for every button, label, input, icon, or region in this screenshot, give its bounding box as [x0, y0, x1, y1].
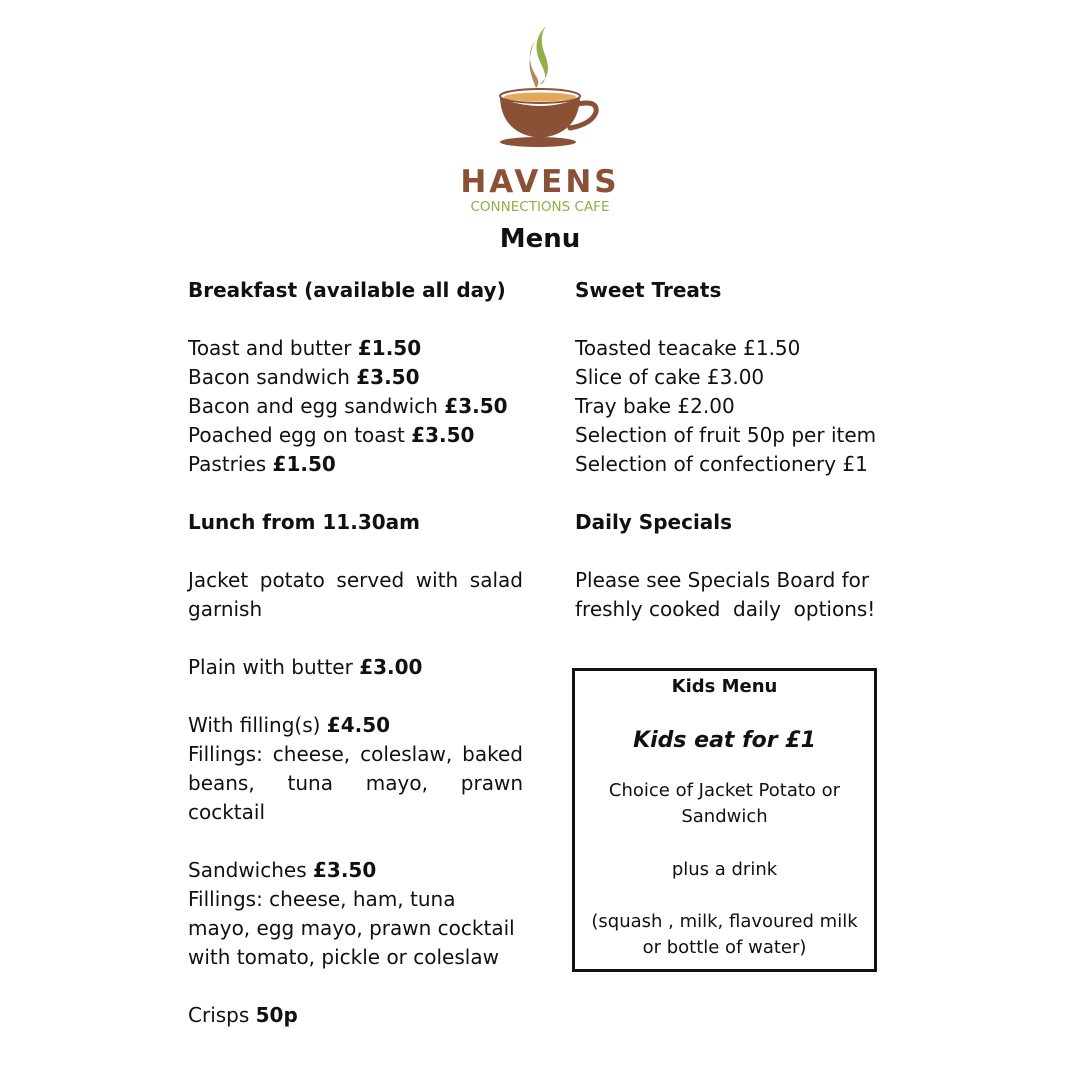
kids-menu-drink-options: (squash , milk, flavoured milk or bottle of water) — [591, 911, 858, 958]
kids-menu-title: Kids Menu — [671, 676, 778, 697]
coffee-cup-icon — [440, 22, 640, 162]
kids-menu-box — [572, 668, 877, 972]
menu-item: Bacon and egg sandwich £3.50 — [188, 394, 508, 418]
menu-item: Selection of fruit 50p per item — [575, 423, 877, 447]
menu-item: Pastries £1.50 — [188, 452, 336, 476]
breakfast-heading: Breakfast (available all day) — [188, 278, 506, 302]
menu-item: With filling(s) £4.50 — [188, 713, 391, 737]
brand-name: HAVENS — [460, 164, 620, 200]
jacket-fillings: Fillings: cheese, coleslaw, baked beans, tuna mayo, prawn cocktail — [188, 742, 523, 824]
right-column — [575, 276, 895, 624]
left-column — [188, 276, 523, 1030]
menu-item: Selection of confectionery £1 — [575, 452, 868, 476]
kids-menu-tagline: Kids eat for £1 — [633, 728, 816, 753]
menu-item: Plain with butter £3.00 — [188, 655, 423, 679]
sandwich-fillings: Fillings: cheese, ham, tuna mayo, egg mayo, prawn cocktail — [188, 887, 515, 940]
menu-item: Sandwiches £3.50 — [188, 858, 377, 882]
brand-subtitle: CONNECTIONS CAFE — [470, 199, 610, 215]
sweet-treats-heading: Sweet Treats — [575, 278, 722, 302]
menu-item: Tray bake £2.00 — [575, 394, 735, 418]
menu-item: Bacon sandwich £3.50 — [188, 365, 420, 389]
menu-item: Crisps 50p — [188, 1003, 298, 1027]
menu-item: Toasted teacake £1.50 — [575, 336, 801, 360]
daily-specials-text: Please see Specials Board for — [575, 568, 870, 592]
lunch-heading: Lunch from 11.30am — [188, 510, 420, 534]
jacket-potato-intro: Jacket potato served with salad garnish — [188, 568, 523, 621]
daily-specials-text: freshly cooked daily options! — [575, 597, 876, 621]
kids-menu-choice: Choice of Jacket Potato or Sandwich — [608, 780, 841, 827]
menu-item: Poached egg on toast £3.50 — [188, 423, 475, 447]
daily-specials-heading: Daily Specials — [575, 510, 733, 534]
menu-item: Slice of cake £3.00 — [575, 365, 765, 389]
sandwich-extras: with tomato, pickle or coleslaw — [188, 945, 499, 969]
menu-item: Toast and butter £1.50 — [188, 336, 422, 360]
page-title: Menu — [499, 224, 581, 254]
kids-menu-drink: plus a drink — [671, 859, 778, 880]
cafe-logo — [440, 22, 640, 215]
